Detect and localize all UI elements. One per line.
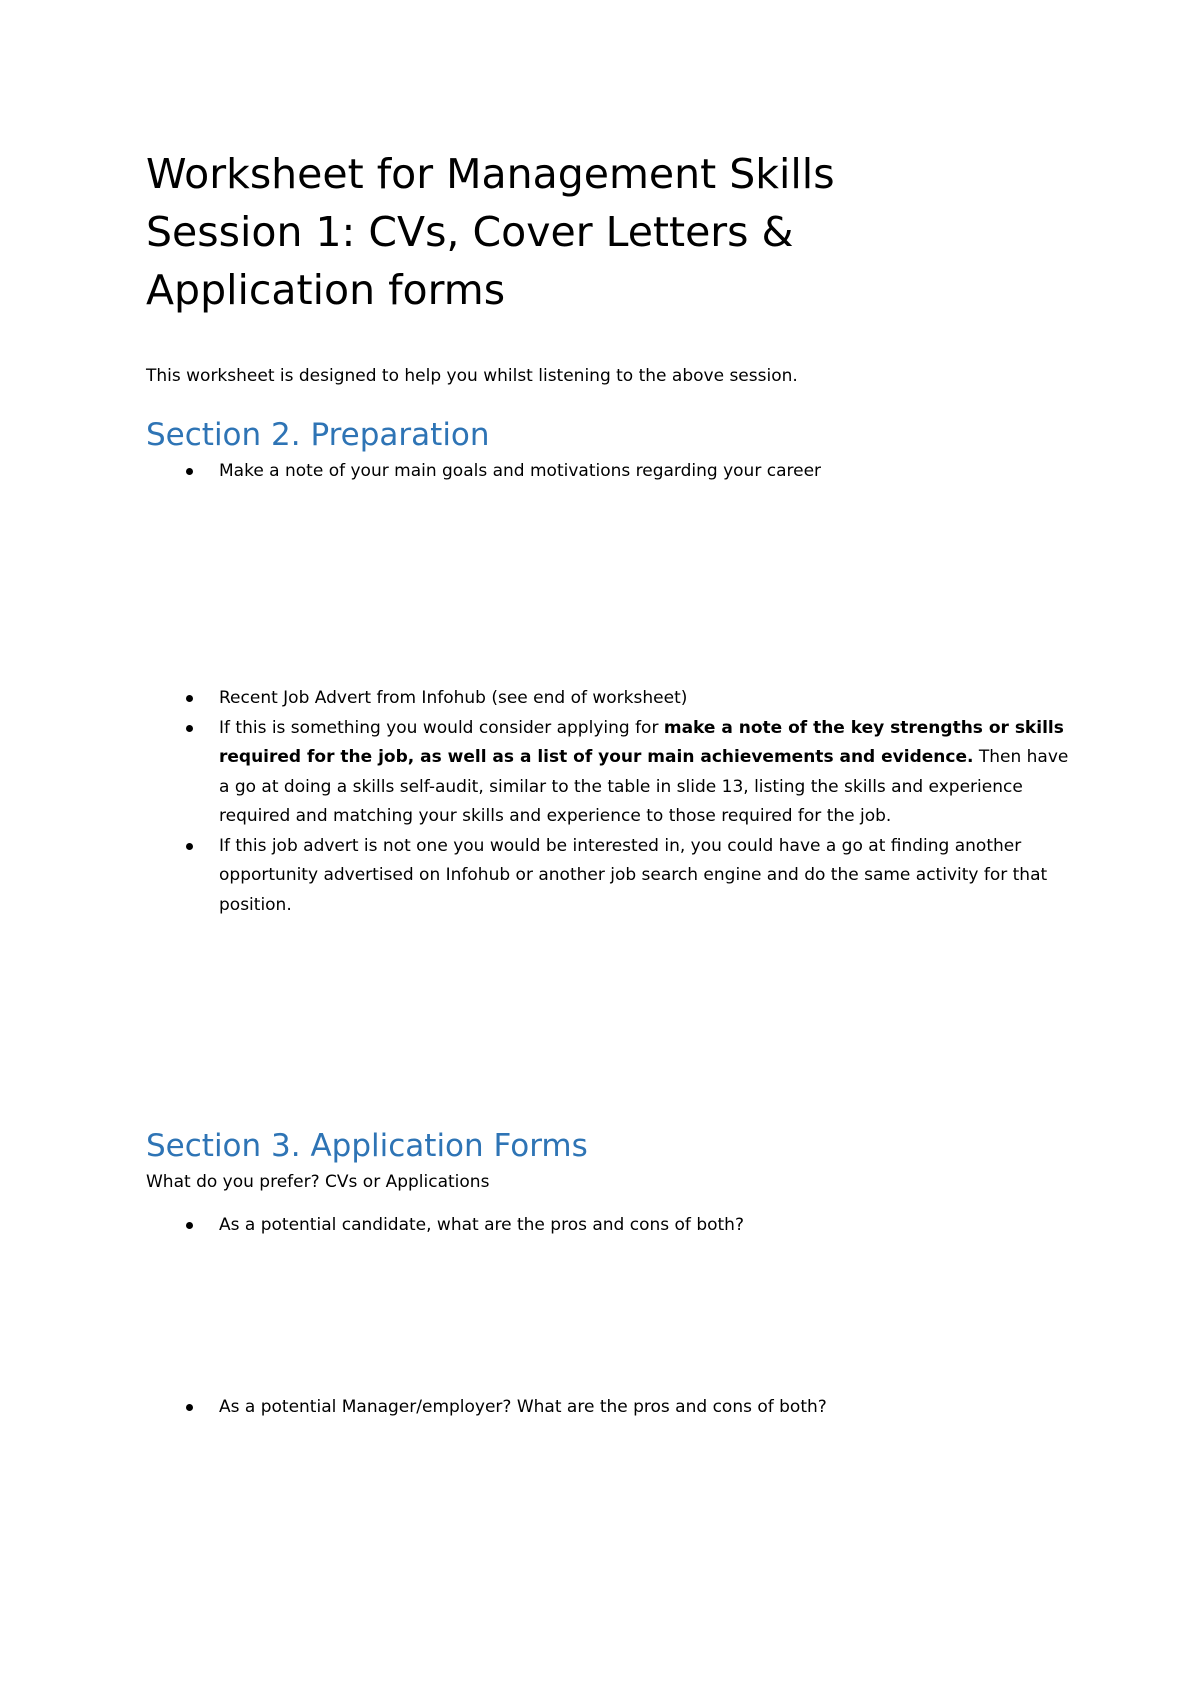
bullet-icon [186,1404,193,1411]
bullet-icon [186,1222,193,1229]
bullet-text-bold: make a note of the key strengths or skills required for the job, as well as a list of your main achievements and evidence. [219,717,1064,767]
bullet-icon [186,695,193,702]
bullet-text-prefix: If this is something you would consider applying for [219,717,664,738]
section-3-heading: Section 3. Application Forms [146,1128,588,1164]
section-3-subline: What do you prefer? CVs or Applications [146,1172,490,1192]
list-item [146,457,1076,487]
list-item [146,714,1076,832]
list-item [146,832,1076,921]
bullet-icon [186,725,193,732]
title-line-2: Session 1: CVs, Cover Letters & [146,208,794,256]
intro-paragraph: This worksheet is designed to help you whilst listening to the above session. [146,366,798,386]
section-2-list-a [146,457,1076,487]
section-2-list-b [146,684,1076,920]
bullet-text: Recent Job Advert from Infohub (see end of worksheet) [219,688,688,708]
list-item [146,684,1076,714]
list-item [146,1211,1076,1241]
section-2-heading: Section 2. Preparation [146,417,490,453]
bullet-icon [186,468,193,475]
bullet-text: As a potential Manager/employer? What are the pros and cons of both? [219,1397,827,1417]
document-title [146,145,1106,319]
bullet-icon [186,843,193,850]
section-3-list-a [146,1211,1076,1241]
bullet-text: As a potential candidate, what are the pros and cons of both? [219,1215,744,1235]
bullet-text-suffix: Then have a go at doing a skills self-audit, similar to the table in slide 13, listing the skills and experience required and matching your skills and experience to those required for the job. [219,747,1069,826]
section-3-list-b [146,1393,1076,1423]
list-item [146,1393,1076,1423]
title-line-3: Application forms [146,266,506,314]
title-line-1: Worksheet for Management Skills [146,150,835,198]
bullet-text: If this job advert is not one you would be interested in, you could have a go at finding another opportunity advertised on Infohub or another job search engine and do the same activity for that position. [219,835,1048,915]
bullet-text: Make a note of your main goals and motivations regarding your career [219,461,822,481]
